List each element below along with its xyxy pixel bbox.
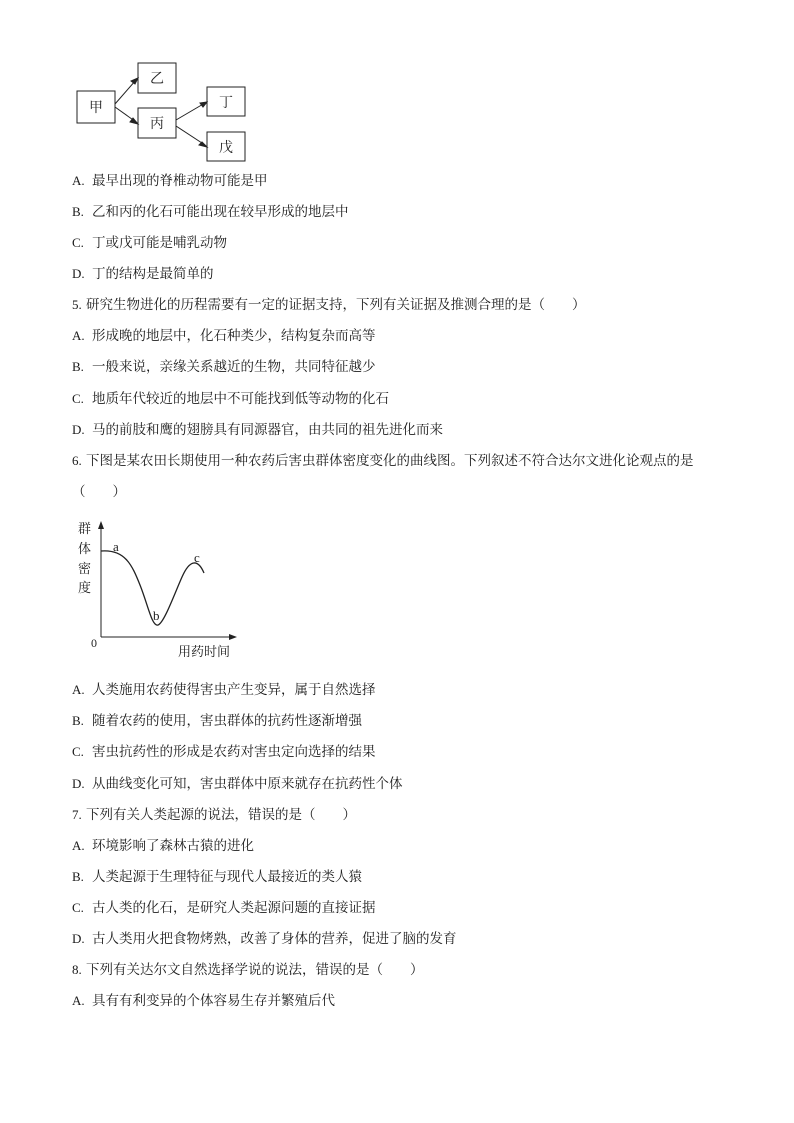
x-axis-arrow (229, 634, 237, 640)
ylabel-char: 体 (78, 542, 92, 557)
point-label-c: c (194, 550, 200, 565)
option-letter: D. (72, 422, 85, 437)
q6-option-d (72, 775, 403, 793)
arrow-bing-ding (176, 103, 205, 120)
question-number: 6. (72, 453, 82, 468)
node-wu-label: 戊 (219, 140, 233, 156)
arrow-jia-yi (115, 80, 136, 104)
node-yi-label: 乙 (150, 71, 164, 87)
question-number: 7. (72, 807, 82, 822)
option-letter: B. (72, 713, 84, 728)
q6-stem-line2 (72, 483, 126, 501)
q6-stem-line1 (72, 452, 694, 470)
option-letter: B. (72, 359, 84, 374)
y-axis-label (78, 522, 91, 596)
question-text: 下图是某农田长期使用一种农药后害虫群体密度变化的曲线图。下列叙述不符合达尔文进化论观点的是 (86, 453, 694, 469)
option-text: 丁的结构是最简单的 (92, 266, 214, 282)
ylabel-char: 群 (78, 522, 92, 537)
q7-option-b (72, 868, 362, 886)
point-label-a: a (113, 539, 119, 554)
option-letter: A. (72, 173, 85, 188)
ylabel-char: 度 (78, 581, 92, 596)
option-letter: B. (72, 204, 84, 219)
option-text: 地质年代较近的地层中不可能找到低等动物的化石 (92, 391, 389, 407)
q6-option-a (72, 681, 376, 699)
arrow-bing-wu (176, 126, 205, 145)
x-axis-label: 用药时间 (178, 645, 231, 660)
option-letter: C. (72, 900, 84, 915)
option-text: 乙和丙的化石可能出现在较早形成的地层中 (92, 204, 349, 220)
q7-stem (72, 806, 356, 824)
option-letter: A. (72, 993, 85, 1008)
evolution-tree-diagram (70, 58, 330, 168)
option-letter: C. (72, 391, 84, 406)
question-number: 5. (72, 297, 82, 312)
node-bing-label: 丙 (150, 116, 164, 132)
q5-option-d (72, 421, 443, 439)
q5-option-c (72, 390, 389, 408)
option-text: 从曲线变化可知，害虫群体中原来就存在抗药性个体 (92, 776, 403, 792)
option-text: 害虫抗药性的形成是农药对害虫定向选择的结果 (92, 744, 376, 760)
q4-option-a (72, 172, 268, 190)
question-text: 研究生物进化的历程需要有一定的证据支持，下列有关证据及推测合理的是（ ） (86, 297, 586, 313)
option-text: 人类施用农药使得害虫产生变异，属于自然选择 (92, 682, 376, 698)
option-text: 古人类用火把食物烤熟，改善了身体的营养，促进了脑的发育 (92, 931, 457, 947)
question-text: 下列有关达尔文自然选择学说的说法，错误的是（ ） (86, 962, 424, 978)
option-letter: D. (72, 266, 85, 281)
option-letter: A. (72, 682, 85, 697)
option-text: 马的前肢和鹰的翅膀具有同源器官，由共同的祖先进化而来 (92, 422, 443, 438)
q6-option-c (72, 743, 376, 761)
option-text: 形成晚的地层中，化石种类少，结构复杂而高等 (92, 328, 376, 344)
q7-option-c (72, 899, 376, 917)
option-text: 一般来说，亲缘关系越近的生物，共同特征越少 (92, 359, 376, 375)
origin-label: 0 (91, 636, 97, 650)
population-density-chart (70, 515, 270, 665)
ylabel-char: 密 (78, 562, 92, 577)
q4-option-d (72, 265, 214, 283)
q4-option-c (72, 234, 227, 252)
q8-option-a (72, 992, 335, 1010)
option-letter: D. (72, 931, 85, 946)
question-text: 下列有关人类起源的说法，错误的是（ ） (86, 807, 357, 823)
q4-option-b (72, 203, 349, 221)
q8-stem (72, 961, 424, 979)
q5-option-b (72, 358, 376, 376)
node-jia-label: 甲 (89, 100, 103, 116)
q7-option-d (72, 930, 457, 948)
point-label-b: b (153, 608, 160, 623)
option-letter: D. (72, 776, 85, 791)
option-letter: C. (72, 235, 84, 250)
q5-option-a (72, 327, 376, 345)
option-letter: B. (72, 869, 84, 884)
option-text: 古人类的化石，是研究人类起源问题的直接证据 (92, 900, 376, 916)
option-text: 环境影响了森林古猿的进化 (92, 838, 254, 854)
question-number: 8. (72, 962, 82, 977)
option-letter: A. (72, 328, 85, 343)
q6-option-b (72, 712, 362, 730)
option-text: 人类起源于生理特征与现代人最接近的类人猿 (92, 869, 362, 885)
option-text: 具有有利变异的个体容易生存并繁殖后代 (92, 993, 335, 1009)
option-letter: C. (72, 744, 84, 759)
option-letter: A. (72, 838, 85, 853)
node-ding-label: 丁 (219, 95, 233, 111)
option-text: 随着农药的使用，害虫群体的抗药性逐渐增强 (92, 713, 362, 729)
q5-stem (72, 296, 586, 314)
answer-paren: （ ） (72, 484, 126, 500)
y-axis-arrow (98, 521, 104, 529)
option-text: 丁或戊可能是哺乳动物 (92, 235, 227, 251)
option-text: 最早出现的脊椎动物可能是甲 (92, 173, 268, 189)
q7-option-a (72, 837, 254, 855)
